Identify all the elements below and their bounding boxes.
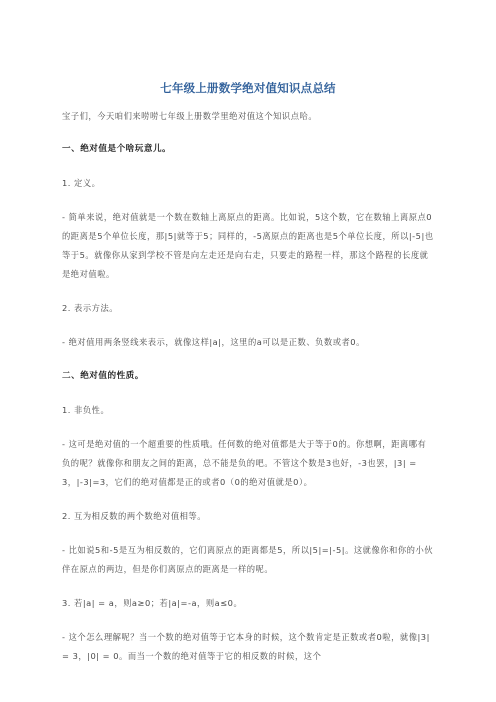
paragraph-sign-rule: - 这个怎么理解呢？当一个数的绝对值等于它本身的时候，这个数肯定是正数或者0啦，就像|3| = 3，|0| = 0。而当一个数的绝对值等于它的相反数的时候，这个 (62, 632, 430, 661)
paragraph-definition: - 简单来说，绝对值就是一个数在数轴上离原点的距离。比如说，5这个数，它在数轴上离原点0的距离是5个单位长度，那|5|就等于5；同样的，-5离原点的距离也是5个单位长度，所以|-5|也等于5。就像你从家到学校不管是向左走还是向右走，只要走的路程一样，那这个路程的长度就是绝对值啦。 (62, 212, 434, 279)
paragraph-opposites: - 比如说5和-5是互为相反数的，它们离原点的距离都是5，所以|5|=|-5|。这就像你和你的小伙伴在原点的两边，但是你们离原点的距离是一样的呢。 (62, 545, 434, 574)
subheading-notation: 2. 表示方法。 (62, 303, 119, 313)
subheading-opposites: 2. 互为相反数的两个数绝对值相等。 (62, 511, 207, 521)
section-heading-1: 一、绝对值是个啥玩意儿。 (62, 144, 172, 154)
paragraph-notation: - 绝对值用两条竖线来表示，就像这样|a|，这里的a可以是正数、负数或者0。 (62, 337, 365, 347)
subheading-nonnegative: 1. 非负性。 (62, 405, 110, 415)
paragraph-nonnegative: - 这可是绝对值的一个超重要的性质哦。任何数的绝对值都是大于等于0的。你想啊，距离哪有负的呢？就像你和朋友之间的距离，总不能是负的吧。不管这个数是3也好，-3也罢，|3| = 3，|-3|=3，它们的绝对值都是正的或者0（0的绝对值就是0）。 (62, 439, 427, 487)
section-heading-2: 二、绝对值的性质。 (62, 371, 144, 381)
document-title: 七年级上册数学绝对值知识点总结 (160, 81, 336, 95)
subheading-sign-rule: 3. 若|a| = a，则a≥0；若|a|=-a，则a≤0。 (62, 598, 243, 608)
subheading-definition: 1. 定义。 (62, 178, 101, 188)
intro-paragraph: 宝子们，今天咱们来唠唠七年级上册数学里绝对值这个知识点哈。 (62, 111, 318, 121)
